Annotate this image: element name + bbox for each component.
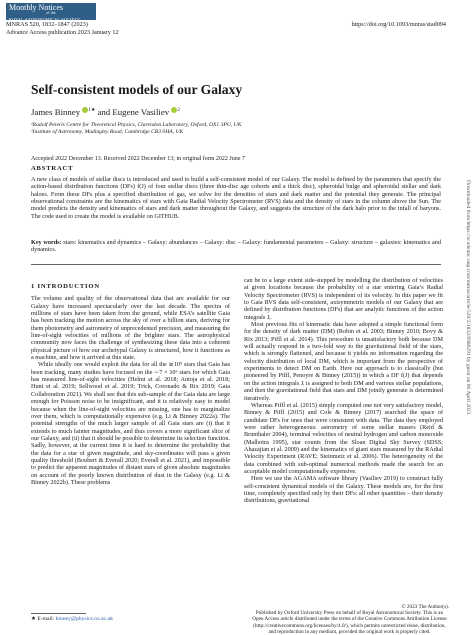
keywords-label: Key words: bbox=[31, 239, 62, 246]
download-sidebar bbox=[462, 180, 472, 580]
abstract-section bbox=[31, 165, 441, 220]
logo-line1: Monthly Notices bbox=[9, 3, 63, 12]
license-text: Published by Oxford University Press on behalf of Royal Astronomical Society. This is an Open Access article distributed under the terms of the Creative Commons Attribution License (http://creativecommons.org/licenses/by/4.0/), which permits unrestricted reuse, distribution, and reproduction in any medium, provided the original work is properly cited. bbox=[252, 610, 447, 635]
keywords-text: stars: kinematics and dynamics – Galaxy: abundances – Galaxy: disc – Galaxy: fundamental parameters – Galaxy: structure – galaxies: kinematics and dynamics. bbox=[31, 239, 441, 254]
paragraph: The volume and quality of the observational data that are available for our Galaxy have increased spectacularly over the last decade. The spectra of millions of stars have been taken from the ground, while ESA’s satellite Gaia has been tracking the motion across the sky of over a billion stars, deriving for them photometry and astrometry of unprecedented precision, and measuring the line-of-sight velocities of millions of the brighter stars. The astrophysical community now faces the challenge of synthesizing these data into a coherent physical picture of how our archetypal Galaxy is structured, how it functions as a machine, and how it arrived at this state. bbox=[31, 295, 230, 362]
author-list bbox=[31, 107, 180, 117]
column-right bbox=[244, 277, 443, 505]
abstract-text: A new class of models of stellar discs is introduced and used to build a self-consistent model of our Galaxy. The model is defined by the parameters that specify the action-based distribution functions (DFs) f(J) of four stellar discs (three thin-disc age cohorts and a thick disc), spheroidal bulge and spheroidal stellar and dark haloes. From these DFs plus a specified distribution of gas, we solve for the densities of stars and dark matter and the potential they generate. The principal observational constraints are the kinematics of stars with Gaia Radial Velocity Spectrometer (RVS) data and the density of stars in the column above the Sun. The model predicts the density and kinematics of stars and dark matter throughout the Galaxy, and suggests the structure of the dark halo prior to the infall of baryons. The code used to create the model is available on GITHUB. bbox=[31, 176, 441, 220]
copyright-line: © 2023 The Author(s). bbox=[401, 604, 449, 610]
footnote-label: ★ E-mail: bbox=[31, 616, 56, 622]
author-2-affil: 2 bbox=[177, 108, 180, 114]
section-heading: 1 INTRODUCTION bbox=[31, 283, 100, 290]
affiliations bbox=[31, 122, 241, 136]
email-link[interactable]: binney@physics.ox.ac.uk bbox=[55, 616, 114, 622]
abstract-heading: ABSTRACT bbox=[31, 165, 74, 172]
journal-logo bbox=[6, 3, 96, 20]
paragraph: Whereas Piffl et al. (2015) simply computed one not very satisfactory model, Binney & Piffl (2015) and Cole & Binney (2017) searched the space of candidate DFs for ones that were consistent with data. The data they employed were rather heterogeneous: astrometry of some stellar masers (Reid & Brunthaler 2004), terminal velocities of neutral hydrogen and carbon monoxide (Malhotra 1995), star counts from the Sloan Digital Sky Survey (SDSS; Ahazajian et al. 2009) and the kinematics of giant stars measured by the RAdial Velocity Experiment (RAVE; Steinmetz et al. 2006). The heterogeneity of the data combined with sub-optimal numerical methods made the search for an acceptable model computationally expensive. bbox=[244, 401, 443, 475]
affiliation-2: ²Institute of Astronomy, Madingley Road, Cambridge CB3 0HA, UK bbox=[31, 129, 184, 136]
author-2: Eugene Vasiliev bbox=[112, 107, 170, 117]
paper-title: Self-consistent models of our Galaxy bbox=[31, 82, 243, 97]
doi-link[interactable]: https://doi.org/10.1093/mnras/stad094 bbox=[351, 21, 446, 28]
download-note: Downloaded from https://academic.oup.com/mnras/article/520/2/1832/6986291 by guest on 06 April 2023 bbox=[465, 180, 471, 415]
author-1: James Binney bbox=[31, 107, 81, 117]
paragraph: Here we use the AGAMA software library (Vasiliev 2019) to construct fully self-consistent dynamical models of the Galaxy. These models are, for the first time, completely specified only by their DFs: all other quantities – their density distributions, gravitational bbox=[244, 475, 443, 505]
column-left bbox=[31, 283, 230, 486]
advance-access: Advance Access publication 2023 January 12 bbox=[6, 29, 119, 36]
copyright bbox=[250, 604, 449, 635]
affiliation-1: ¹Rudolf Peierls Centre for Theoretical Physics, Clarendon Laboratory, Oxford, OX1 3PU, UK bbox=[31, 122, 242, 128]
paragraph: can be to a large extent side-stepped by modelling the distribution of velocities at given locations because the probability of a star entering Gaia’s Radial Velocity Spectrometer (RVS) is independent of its velocity. In this paper we fit to Gaia RVS data self-consistent, axisymmetric models of our Galaxy that are defined by distribution functions (DFs) that are analytic functions of the action integrals Jᵢ. bbox=[244, 277, 443, 321]
logo-line3: ROYAL ASTRONOMICAL SOCIETY bbox=[9, 16, 81, 22]
divider bbox=[31, 264, 441, 265]
paragraph: Most previous fits of kinematic data have adopted a simple functional form for the density of dark matter (DM) (Robin et al. 2003; Binney 2010; Bovy & Rix 2013; Piffl et al. 2014). This procedure is unsatisfactory both because DM will actually respond in a two-fold way to the gravitational field of the stars, which is strongly flattened, and because it yields no information regarding the velocity distribution of local DM, which is important from the perspective of experiments to detect DM on Earth. Here our approach is to classically (but pioneered by Piffl, Penoyre & Binney (2015)) in which a DF f(J) that depends on the action integrals Jᵢ is assigned to both DM and various stellar populations, and then the gravitational field that stars and DM jointly generate is determined iteratively. bbox=[244, 321, 443, 402]
footnote-divider bbox=[31, 613, 86, 614]
citation: MNRAS 520, 1832–1847 (2023) bbox=[6, 21, 88, 28]
logo-line2: of the bbox=[46, 11, 56, 15]
dates-line: Accepted 2022 December 13. Received 2022 December 13; in original form 2022 June 7 bbox=[31, 156, 245, 162]
author-and: and bbox=[95, 107, 113, 117]
author-1-affil: 1★ bbox=[88, 108, 96, 114]
paragraph: While ideally one would exploit the data for all the ≳10⁹ stars that Gaia has been tracking, many studies have focused on the ∼7 × 10⁶ stars for which Gaia has measured line-of-sight velocities (Helmi et al. 2018; Antoja et al. 2018; Hunt et al. 2019; Sellwood et al. 2019; Trick, Coronado & Rix 2019; Gaia Collaboration 2021). We shall see that this sub-sample of the Gaia data are large enough for Poisson noise to be insignificant, and it is relatively easy to model because when the line-of-sight velocities are missing, one has to marginalize over them, which is computationally expensive (e.g. Li & Binney 2022a). The potential strengths of the much larger sample of all Gaia stars are (i) that it extends to much fainter magnitudes, and thus covers a more significant slice of our Galaxy, and (ii) that it should be possible to determine its selection function. Sadly, however, at the current time it is hard to determine the probability that the data for a star of given magnitude, and sky-coordinates will pass a given quality threshold (Boubert & Everall 2020; Everall et al. 2021), and impossible to predict the apparent magnitudes of distant stars of given absolute magnitudes on account of the poorly known distribution of dust in the Galaxy (e.g. Li & Binney 2022b). These problems bbox=[31, 361, 230, 486]
keywords bbox=[31, 239, 441, 254]
footnote bbox=[31, 616, 113, 622]
